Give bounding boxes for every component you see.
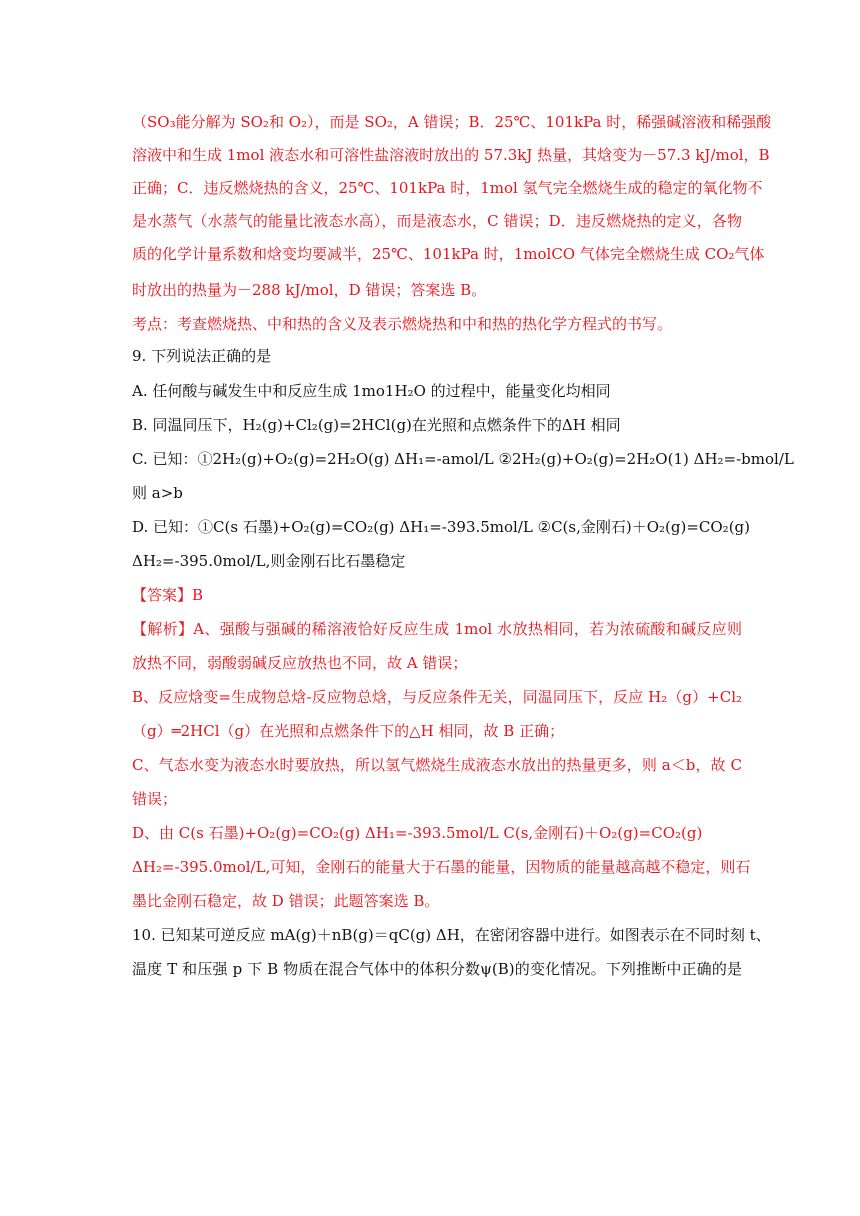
analysis-line: 错误； [132,790,178,808]
text-line: 温度 T 和压强 p 下 B 物质在混合气体中的体积分数ψ(B)的变化情况。下列推断中正确的是 [132,960,742,978]
text-line: 是水蒸气（水蒸气的能量比液态水高），而是液态水，C 错误；D．违反燃烧热的定义，各物 [132,212,742,230]
text-line: ΔH₂=-395.0mol/L,则金刚石比石墨稳定 [132,552,406,570]
text-line: （SO₃能分解为 SO₂和 O₂），而是 SO₂，A 错误；B．25℃、101kPa 时，稀强碱溶液和稀强酸 [132,113,772,131]
question-10: 10. 已知某可逆反应 mA(g)＋nB(g)＝qC(g) ΔH，在密闭容器中进行。如图表示在不同时刻 t、 [132,926,771,944]
analysis-line: B、反应焓变=生成物总焓-反应物总焓，与反应条件无关，同温同压下，反应 H₂（g）+Cl₂ [132,688,742,706]
text-line: 则 a>b [132,484,183,502]
text-line: 质的化学计量系数和焓变均要减半，25℃、101kPa 时，1molCO 气体完全燃烧生成 CO₂气体 [132,245,765,263]
analysis-line: （g）═2HCl（g）在光照和点燃条件下的△H 相同，故 B 正确； [132,722,565,740]
analysis-line: 【解析】A、强酸与强碱的稀溶液恰好反应生成 1mol 水放热相同，若为浓硫酸和碱反应则 [132,620,742,638]
text-line: 考点：考查燃烧热、中和热的含义及表示燃烧热和中和热的热化学方程式的书写。 [132,315,673,333]
analysis-line: 放热不同，弱酸弱碱反应放热也不同，故 A 错误； [132,654,468,672]
option-a: A. 任何酸与碱发生中和反应生成 1mo1H₂O 的过程中，能量变化均相同 [132,382,611,400]
question-9: 9. 下列说法正确的是 [132,347,272,365]
text-line: 正确；C．违反燃烧热的含义，25℃、101kPa 时，1mol 氢气完全燃烧生成的稳定的氧化物不 [132,179,763,197]
option-b: B. 同温同压下，H₂(g)+Cl₂(g)=2HCl(g)在光照和点燃条件下的ΔH 相同 [132,416,621,434]
option-c: C. 已知：①2H₂(g)+O₂(g)=2H₂O(g) ΔH₁=-amol/L ②2H₂(g)+O₂(g)=2H₂O(1) ΔH₂=-bmol/L [132,450,794,468]
text-line: 溶液中和生成 1mol 液态水和可溶性盐溶液时放出的 57.3kJ 热量，其焓变为－57.3 kJ/mol，B [132,146,770,164]
option-d: D. 已知：①C(s 石墨)+O₂(g)=CO₂(g) ΔH₁=-393.5mol/L ②C(s,金刚石)＋O₂(g)=CO₂(g) [132,518,751,536]
analysis-line: ΔH₂=-395.0mol/L,可知，金刚石的能量大于石墨的能量，因物质的能量越高越不稳定，则石 [132,858,751,876]
analysis-line: D、由 C(s 石墨)+O₂(g)=CO₂(g) ΔH₁=-393.5mol/L C(s,金刚石)＋O₂(g)=CO₂(g) [132,824,703,842]
answer-label: 【答案】B [132,586,204,604]
analysis-line: C、气态水变为液态水时要放热，所以氢气燃烧生成液态水放出的热量更多，则 a＜b，故 C [132,756,742,774]
text-line: 时放出的热量为－288 kJ/mol，D 错误；答案选 B。 [132,281,487,299]
analysis-line: 墨比金刚石稳定，故 D 错误；此题答案选 B。 [132,892,440,910]
